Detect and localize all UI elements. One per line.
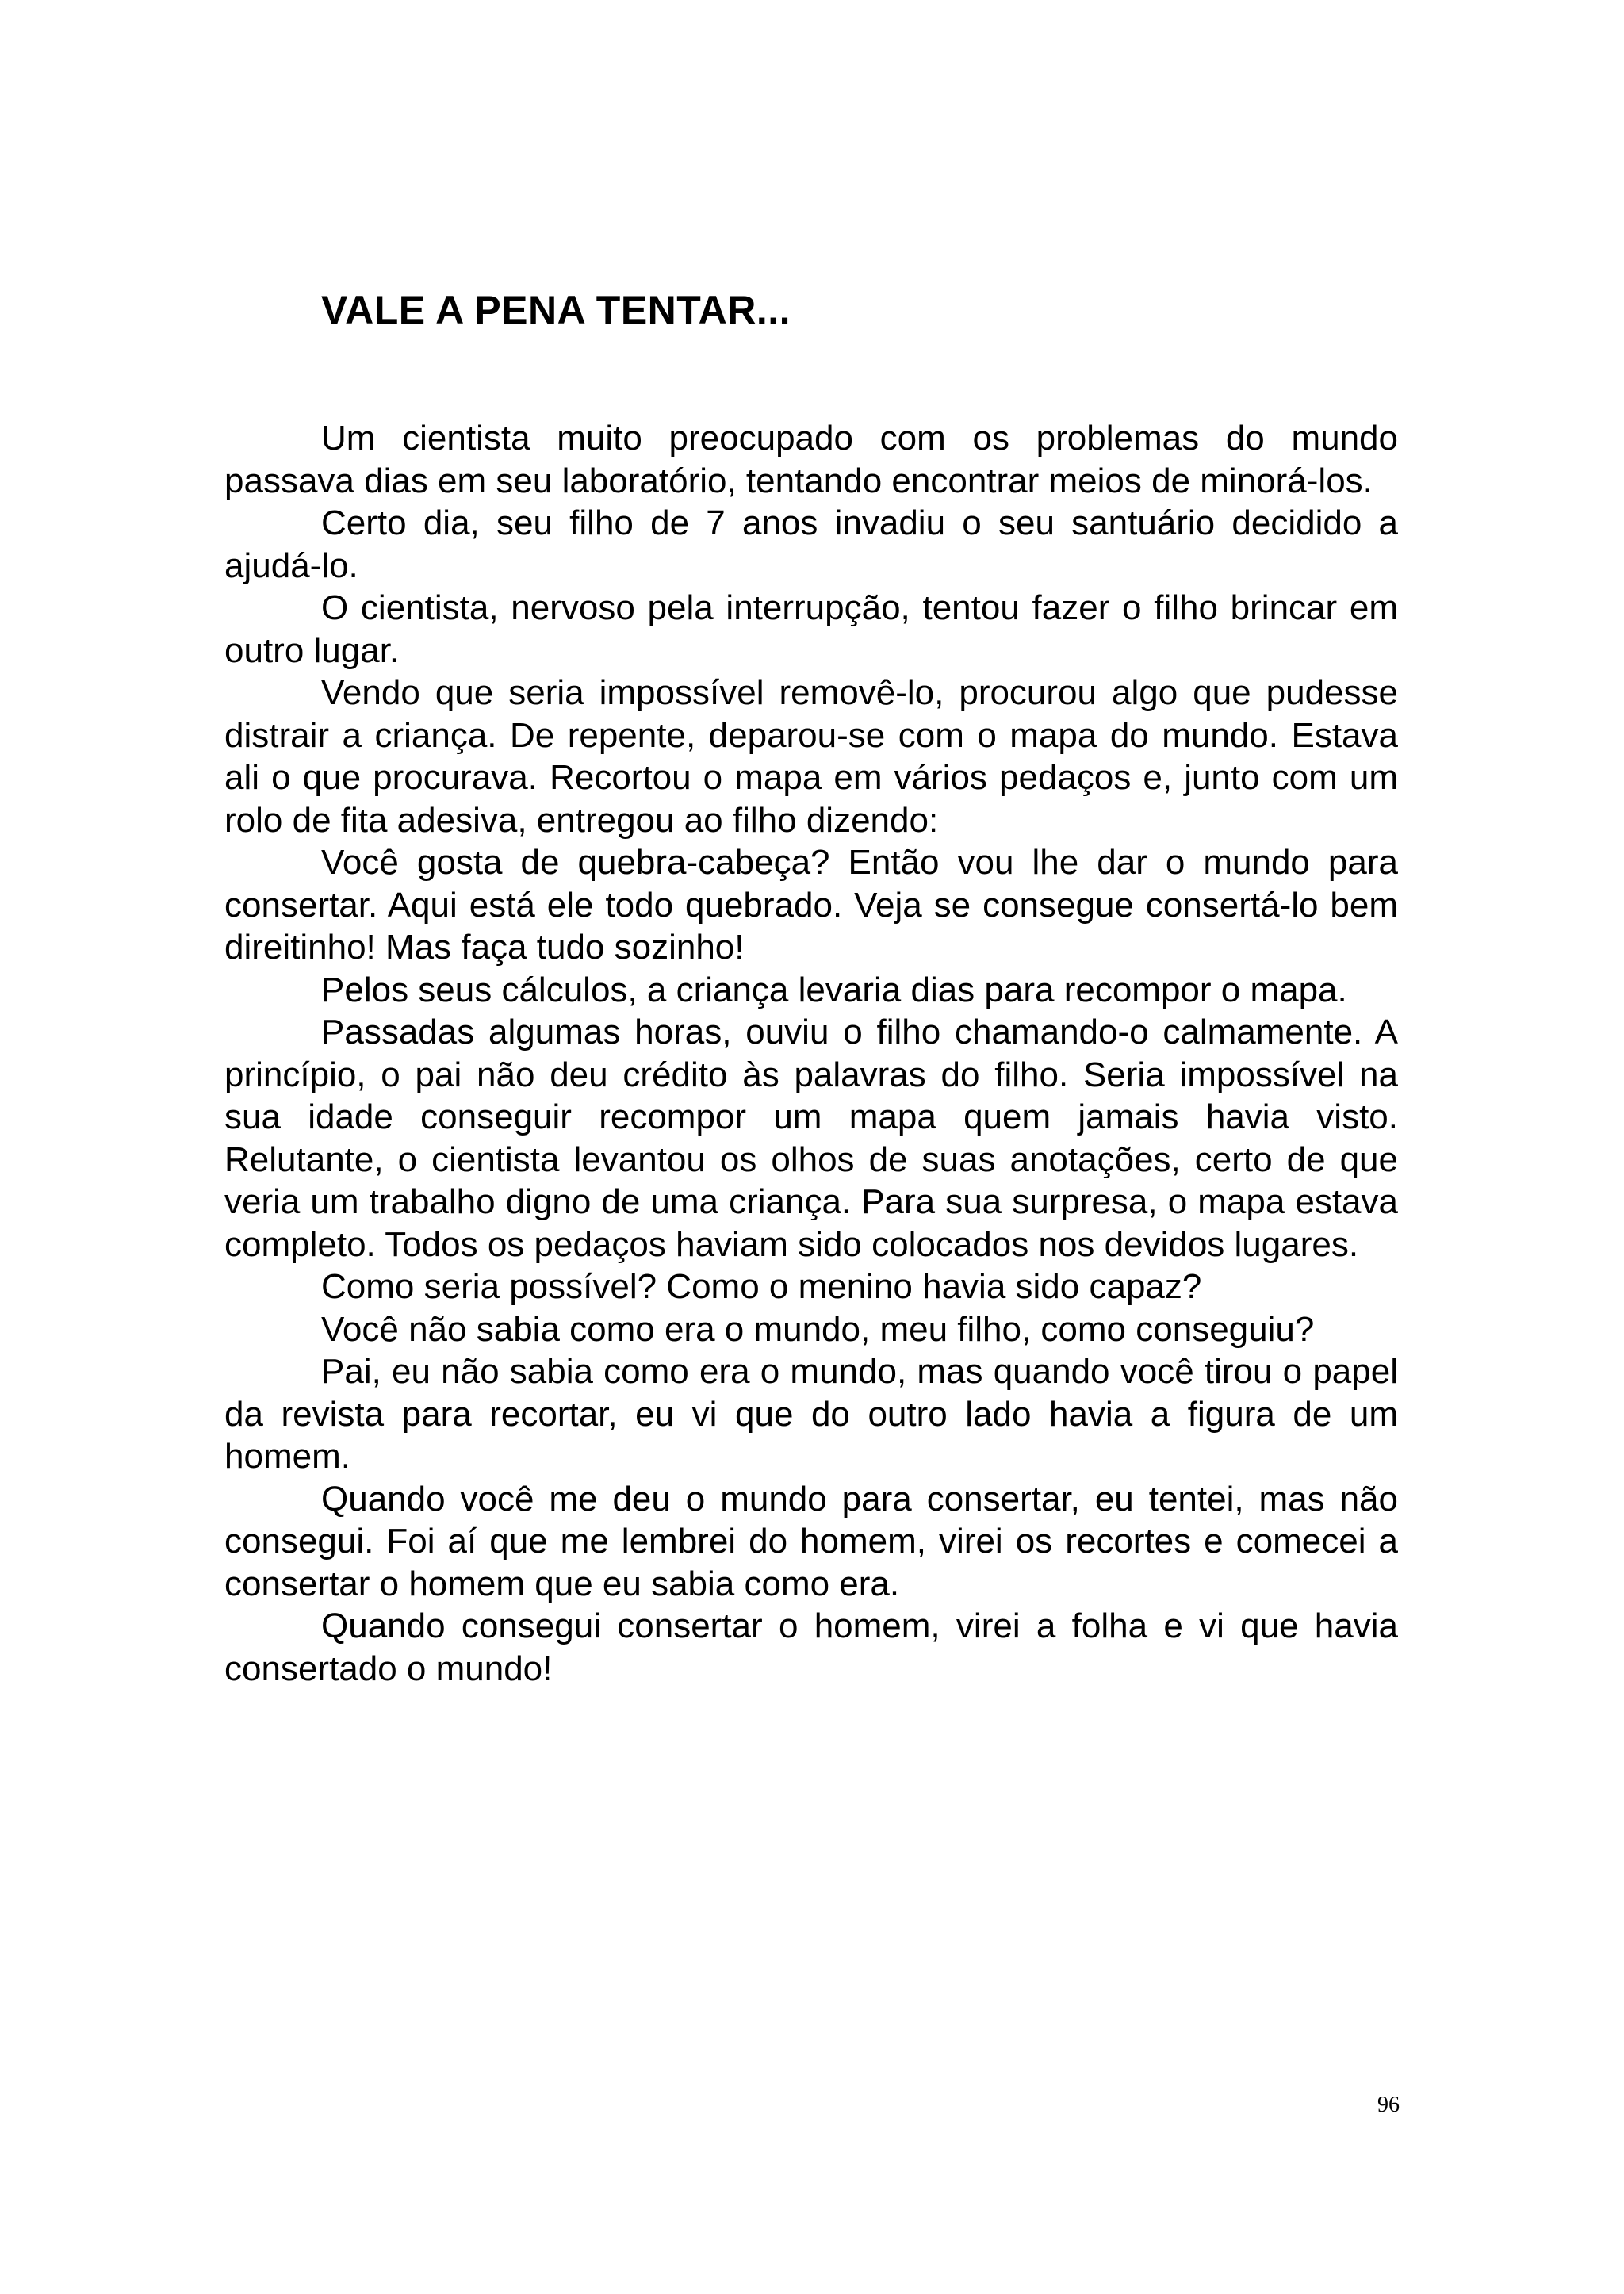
paragraph-1: Um cientista muito preocupado com os problemas do mundo passava dias em seu laboratório, tentando encontrar meios de minorá-los.: [224, 419, 1398, 500]
paragraph-10: Pai, eu não sabia como era o mundo, mas quando você tirou o papel da revista para recortar, eu vi que do outro lado havia a figura de um homem.: [224, 1352, 1398, 1476]
page-number: 96: [1377, 2093, 1400, 2117]
paragraph-5: Você gosta de quebra-cabeça? Então vou lhe dar o mundo para consertar. Aqui está ele todo quebrado. Veja se consegue consertá-lo bem direitinho! Mas faça tudo sozinho!: [224, 843, 1398, 967]
paragraph-12: Quando consegui consertar o homem, virei a folha e vi que havia consertado o mundo!: [224, 1607, 1398, 1688]
paragraph-3: O cientista, nervoso pela interrupção, tentou fazer o filho brincar em outro lugar.: [224, 588, 1398, 670]
page-title: VALE A PENA TENTAR...: [321, 288, 791, 332]
paragraph-9: Você não sabia como era o mundo, meu filho, como conseguiu?: [321, 1309, 1315, 1349]
paragraph-7: Passadas algumas horas, ouviu o filho chamando-o calmamente. A princípio, o pai não deu crédito às palavras do filho. Seria impossível na sua idade conseguir recompor um mapa quem jamais havia visto. Relutante, o cientista levantou os olhos de suas anotações, certo de que veria um trabalho digno de uma criança. Para sua surpresa, o mapa estava completo. Todos os pedaços haviam sido colocados nos devidos lugares.: [224, 1013, 1398, 1264]
paragraph-8: Como seria possível? Como o menino havia sido capaz?: [321, 1267, 1202, 1306]
body-text: [224, 417, 1398, 1690]
paragraph-4: Vendo que seria impossível removê-lo, procurou algo que pudesse distrair a criança. De repente, deparou-se com o mapa do mundo. Estava ali o que procurava. Recortou o mapa em vários pedaços e, junto com um rolo de fita adesiva, entregou ao filho dizendo:: [224, 673, 1398, 840]
paragraph-6: Pelos seus cálculos, a criança levaria dias para recompor o mapa.: [321, 970, 1347, 1009]
paragraph-2: Certo dia, seu filho de 7 anos invadiu o seu santuário decidido a ajudá-lo.: [224, 504, 1398, 585]
paragraph-11: Quando você me deu o mundo para consertar, eu tentei, mas não consegui. Foi aí que me lembrei do homem, virei os recortes e comecei a consertar o homem que eu sabia como era.: [224, 1479, 1398, 1603]
